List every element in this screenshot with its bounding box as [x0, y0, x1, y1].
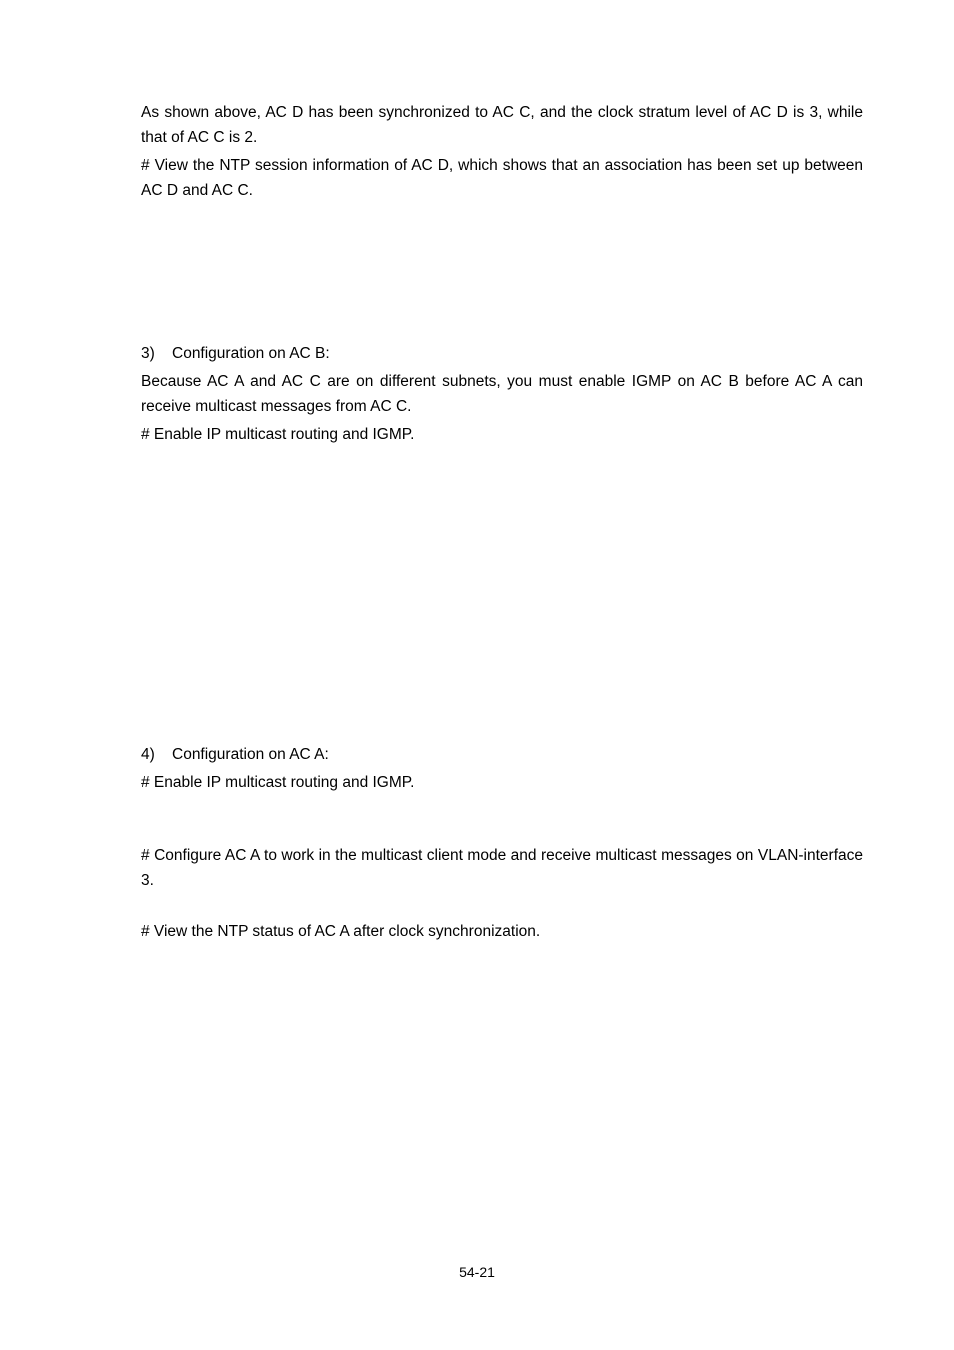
- paragraph-view-ntp-session: # View the NTP session information of AC D, which shows that an association has been set up between AC D and AC C.: [141, 157, 863, 199]
- paragraph-igmp-requirement: Because AC A and AC C are on different subnets, you must enable IGMP on AC B before AC A can receive multicast messages from AC C.: [141, 373, 863, 415]
- page-number: 54-21: [459, 1264, 495, 1280]
- list-item-label: Configuration on AC B:: [172, 345, 330, 362]
- paragraph-configure-multicast-client: # Configure AC A to work in the multicast client mode and receive multicast messages on VLAN-interface 3.: [141, 847, 863, 889]
- paragraph-synchronization-result: As shown above, AC D has been synchronized to AC C, and the clock stratum level of AC D is 3, while that of AC C is 2.: [141, 104, 863, 146]
- list-item-configuration-ac-b: [141, 341, 330, 366]
- paragraph-enable-multicast-ac-a: # Enable IP multicast routing and IGMP.: [141, 774, 415, 791]
- list-item-number: 4): [141, 746, 155, 763]
- list-item-configuration-ac-a: [141, 742, 329, 767]
- list-item-label: Configuration on AC A:: [172, 746, 329, 763]
- paragraph-enable-multicast-ac-b: # Enable IP multicast routing and IGMP.: [141, 426, 415, 443]
- paragraph-view-ntp-status: # View the NTP status of AC A after clock synchronization.: [141, 923, 541, 940]
- list-item-number: 3): [141, 345, 155, 362]
